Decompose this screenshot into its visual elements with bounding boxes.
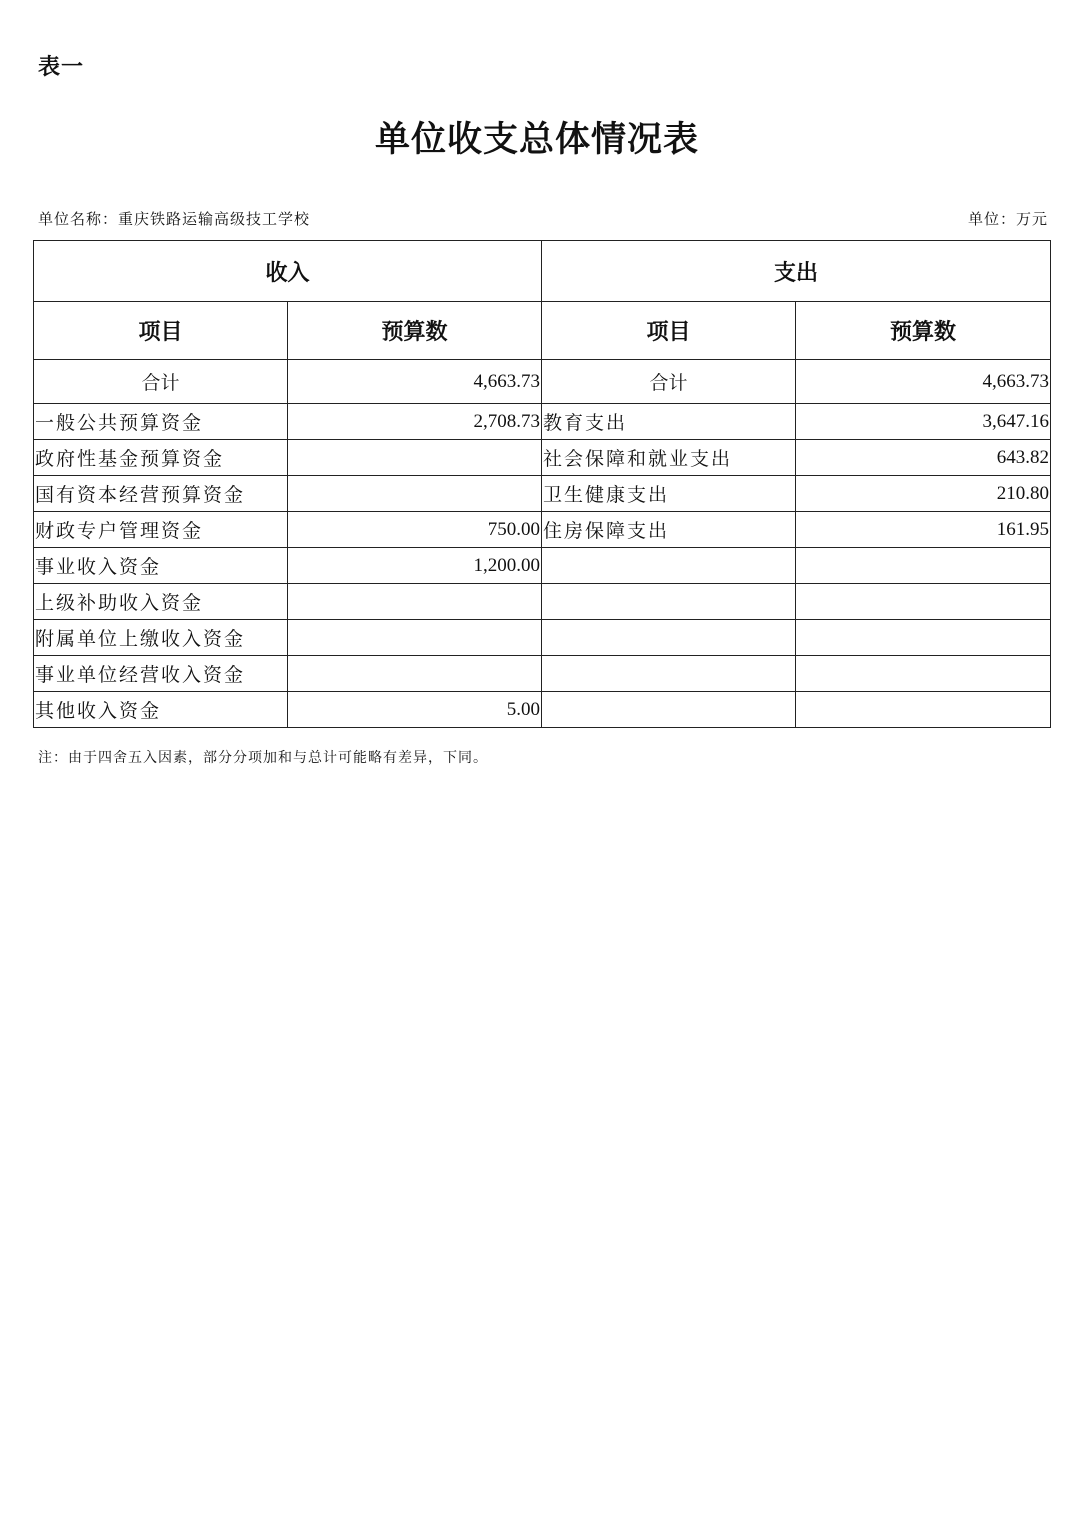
expense-header: 支出 — [542, 241, 1051, 302]
income-total-label: 合计 — [34, 360, 288, 404]
expense-value-cell — [796, 692, 1051, 728]
income-value-cell — [288, 584, 542, 620]
expense-item-column-header: 项目 — [542, 302, 796, 360]
table-row — [34, 440, 1051, 476]
expense-value-cell — [796, 584, 1051, 620]
expense-value-cell — [796, 656, 1051, 692]
table-row — [34, 548, 1051, 584]
income-budget-column-header: 预算数 — [288, 302, 542, 360]
expense-item-cell — [542, 620, 796, 656]
expense-value-cell: 643.82 — [796, 440, 1051, 476]
table-row — [34, 584, 1051, 620]
income-header: 收入 — [34, 241, 542, 302]
income-item-cell: 附属单位上缴收入资金 — [34, 620, 288, 656]
income-value-cell — [288, 620, 542, 656]
column-header-row — [34, 302, 1051, 360]
total-row — [34, 360, 1051, 404]
expense-value-cell — [796, 548, 1051, 584]
expense-item-cell — [542, 656, 796, 692]
expense-item-cell — [542, 692, 796, 728]
expense-item-cell — [542, 548, 796, 584]
expense-total-label: 合计 — [542, 360, 796, 404]
expense-total-value: 4,663.73 — [796, 360, 1051, 404]
expense-item-cell: 卫生健康支出 — [542, 476, 796, 512]
expense-item-cell: 教育支出 — [542, 404, 796, 440]
income-value-cell — [288, 656, 542, 692]
footnote: 注：由于四舍五入因素，部分分项加和与总计可能略有差异，下同。 — [38, 750, 488, 766]
table-row — [34, 620, 1051, 656]
unit-label: 单位：万元 — [967, 210, 1048, 228]
table-row — [34, 404, 1051, 440]
table-row — [34, 476, 1051, 512]
income-item-cell: 政府性基金预算资金 — [34, 440, 288, 476]
expense-budget-column-header: 预算数 — [796, 302, 1051, 360]
table-row — [34, 656, 1051, 692]
expense-value-cell: 3,647.16 — [796, 404, 1051, 440]
income-item-cell: 上级补助收入资金 — [34, 584, 288, 620]
page-title: 单位收支总体情况表 — [374, 119, 699, 160]
table-row — [34, 692, 1051, 728]
expense-value-cell: 161.95 — [796, 512, 1051, 548]
expense-item-cell: 社会保障和就业支出 — [542, 440, 796, 476]
income-value-cell: 1,200.00 — [288, 548, 542, 584]
unit-name-label: 单位名称：重庆铁路运输高级技工学校 — [38, 210, 311, 228]
income-total-value: 4,663.73 — [288, 360, 542, 404]
income-item-cell: 事业收入资金 — [34, 548, 288, 584]
income-value-cell: 750.00 — [288, 512, 542, 548]
expense-value-cell — [796, 620, 1051, 656]
income-value-cell: 5.00 — [288, 692, 542, 728]
group-header-row — [34, 241, 1051, 302]
budget-table — [33, 240, 1051, 728]
income-item-cell: 其他收入资金 — [34, 692, 288, 728]
expense-item-cell — [542, 584, 796, 620]
table-row — [34, 512, 1051, 548]
income-item-cell: 一般公共预算资金 — [34, 404, 288, 440]
income-item-cell: 事业单位经营收入资金 — [34, 656, 288, 692]
income-item-column-header: 项目 — [34, 302, 288, 360]
table-tag: 表一 — [38, 55, 85, 80]
expense-value-cell: 210.80 — [796, 476, 1051, 512]
income-value-cell — [288, 440, 542, 476]
income-value-cell — [288, 476, 542, 512]
income-item-cell: 国有资本经营预算资金 — [34, 476, 288, 512]
income-item-cell: 财政专户管理资金 — [34, 512, 288, 548]
income-value-cell: 2,708.73 — [288, 404, 542, 440]
expense-item-cell: 住房保障支出 — [542, 512, 796, 548]
